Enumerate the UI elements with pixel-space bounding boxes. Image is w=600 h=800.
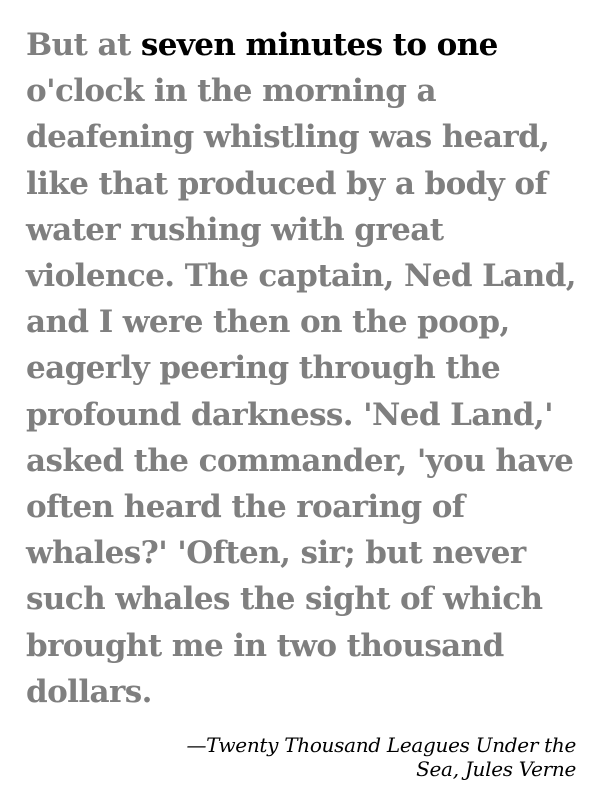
- quote-lead: But at: [26, 27, 141, 63]
- author-name: Jules Verne: [464, 757, 576, 781]
- attribution-dash: —: [186, 733, 207, 757]
- attribution-separator: ,: [452, 757, 465, 781]
- quote-body: o'clock in the morning a deafening whistling was heard, like that produced by a body of water rushing with great violence. The captain, Ned Land, and I were then on the poop, eagerly peering through the profound darkness. 'Ned Land,' asked the commander, 'you have often heard the roaring of whales?' 'Often, sir; but never such whales the sight of which brought me in two thousand dollars.: [26, 73, 576, 710]
- attribution: [156, 733, 576, 781]
- quote-text: [26, 22, 586, 715]
- book-title: Twenty Thousand Leagues Under the Sea: [206, 733, 576, 781]
- quote-highlight: seven minutes to one: [140, 27, 498, 63]
